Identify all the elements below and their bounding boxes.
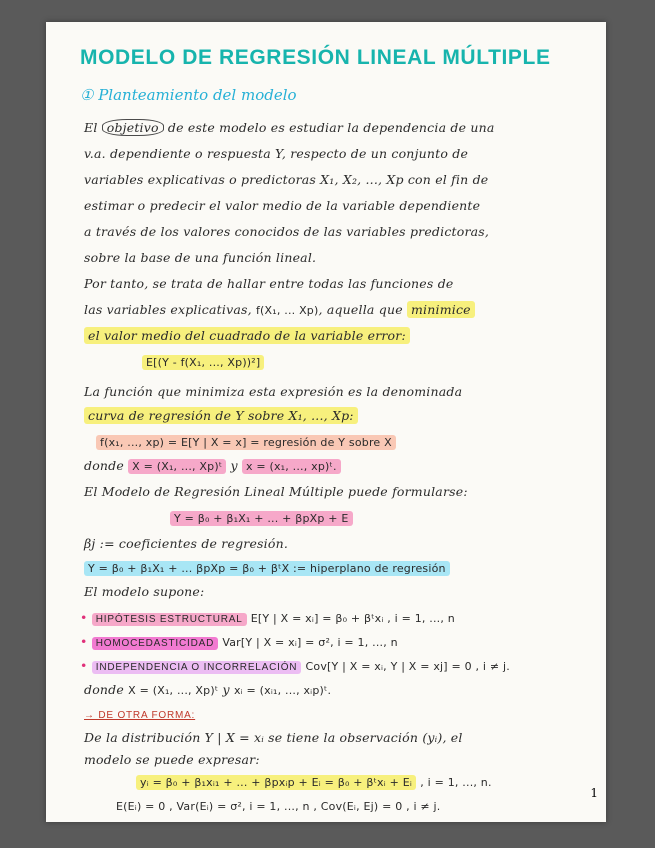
- assumption-formula: Cov[Y | X = xᵢ, Y | X = xj] = 0 , i ≠ j.: [305, 660, 510, 673]
- text-line: a través de los valores conocidos de las variables predictoras,: [84, 224, 490, 239]
- text: , aquella que: [318, 302, 403, 317]
- text: las variables explicativas,: [84, 302, 252, 317]
- text-line: La función que minimiza esta expresión es la denominada: [84, 384, 463, 399]
- assumption-item: [80, 634, 398, 649]
- text: y: [222, 682, 230, 697]
- equation-highlight: E[(Y - f(X₁, ..., Xp))²]: [142, 355, 264, 370]
- text: El: [84, 120, 98, 135]
- text-line: variables explicativas o predictoras X₁, X₂, ..., Xp con el fin de: [84, 172, 489, 187]
- equation: [84, 560, 450, 575]
- notebook-page: [46, 22, 606, 822]
- formula: xᵢ = (xᵢ₁, ..., xᵢp)ᵗ.: [233, 684, 332, 697]
- text-line: [84, 328, 410, 343]
- text: de este modelo es estudiar la dependencia de una: [167, 120, 495, 135]
- text-line: [84, 120, 495, 135]
- assumption-formula: E[Y | X = xᵢ] = β₀ + βᵗxᵢ , i = 1, ..., n: [250, 612, 455, 625]
- highlight: minimice: [407, 301, 475, 318]
- equation-highlight: f(x₁, ..., xp) = E[Y | X = x] = regresión de Y sobre X: [96, 435, 396, 450]
- text-line: De la distribución Y | X = xᵢ se tiene la observación (yᵢ), el: [84, 730, 463, 745]
- text-line: [84, 302, 475, 317]
- equation-highlight: yᵢ = β₀ + β₁xᵢ₁ + ... + βpxᵢp + Eᵢ = β₀ + βᵗxᵢ + Eᵢ: [136, 775, 416, 790]
- text-line: βj := coeficientes de regresión.: [84, 536, 289, 551]
- text-line: v.a. dependiente o respuesta Y, respecto de un conjunto de: [84, 146, 469, 161]
- assumption-formula: Var[Y | X = xᵢ] = σ², i = 1, ..., n: [222, 636, 398, 649]
- formula: f(X₁, ... Xp): [255, 304, 319, 317]
- text-line: [84, 408, 358, 423]
- text: y: [230, 458, 238, 473]
- text-line: [84, 458, 341, 473]
- circled-word: objetivo: [102, 119, 164, 136]
- section-heading: ① Planteamiento del modelo: [80, 86, 297, 104]
- highlight: curva de regresión de Y sobre X₁, ..., Xp:: [84, 407, 358, 424]
- equation: [96, 434, 396, 449]
- text: donde: [84, 682, 124, 697]
- subheading: → DE OTRA FORMA:: [84, 710, 196, 721]
- equation-index: , i = 1, ..., n.: [420, 776, 492, 789]
- text-line: El Modelo de Regresión Lineal Múltiple puede formularse:: [84, 484, 468, 499]
- formula: X = (X₁, ..., Xp)ᵗ: [128, 684, 219, 697]
- text-line: [84, 706, 195, 721]
- bullet: •: [80, 658, 88, 673]
- text-line: sobre la base de una función lineal.: [84, 250, 317, 265]
- equation: [136, 774, 492, 789]
- equation-highlight: Y = β₀ + β₁X₁ + ... + βpXp + E: [170, 511, 353, 526]
- page-title: MODELO DE REGRESIÓN LINEAL MÚLTIPLE: [80, 46, 551, 69]
- text-line: El modelo supone:: [84, 584, 205, 599]
- equation-text: E(Eᵢ) = 0 , Var(Eᵢ) = σ², i = 1, ..., n , Cov(Eᵢ, Ej) = 0 , i ≠ j.: [116, 800, 441, 813]
- assumption-item: [80, 658, 510, 673]
- text-line: [84, 682, 331, 697]
- equation: [142, 354, 264, 369]
- highlight: x = (x₁, ..., xp)ᵗ.: [242, 459, 341, 474]
- highlight: X = (X₁, ..., Xp)ᵗ: [128, 459, 226, 474]
- highlight: el valor medio del cuadrado de la variable error:: [84, 327, 410, 344]
- assumption-label: INDEPENDENCIA O INCORRELACIÓN: [92, 661, 302, 674]
- text: donde: [84, 458, 124, 473]
- equation: [170, 510, 353, 525]
- bullet: •: [80, 634, 88, 649]
- page-number: 1: [590, 786, 598, 800]
- assumption-label: HOMOCEDASTICIDAD: [92, 637, 218, 650]
- assumption-label: HIPÓTESIS ESTRUCTURAL: [92, 613, 247, 626]
- text-line: Por tanto, se trata de hallar entre todas las funciones de: [84, 276, 454, 291]
- equation-highlight: Y = β₀ + β₁X₁ + ... βpXp = β₀ + βᵗX := hiperplano de regresión: [84, 561, 450, 576]
- text-line: modelo se puede expresar:: [84, 752, 260, 767]
- text-line: estimar o predecir el valor medio de la variable dependiente: [84, 198, 481, 213]
- assumption-item: [80, 610, 455, 625]
- bullet: •: [80, 610, 88, 625]
- equation: [116, 798, 441, 813]
